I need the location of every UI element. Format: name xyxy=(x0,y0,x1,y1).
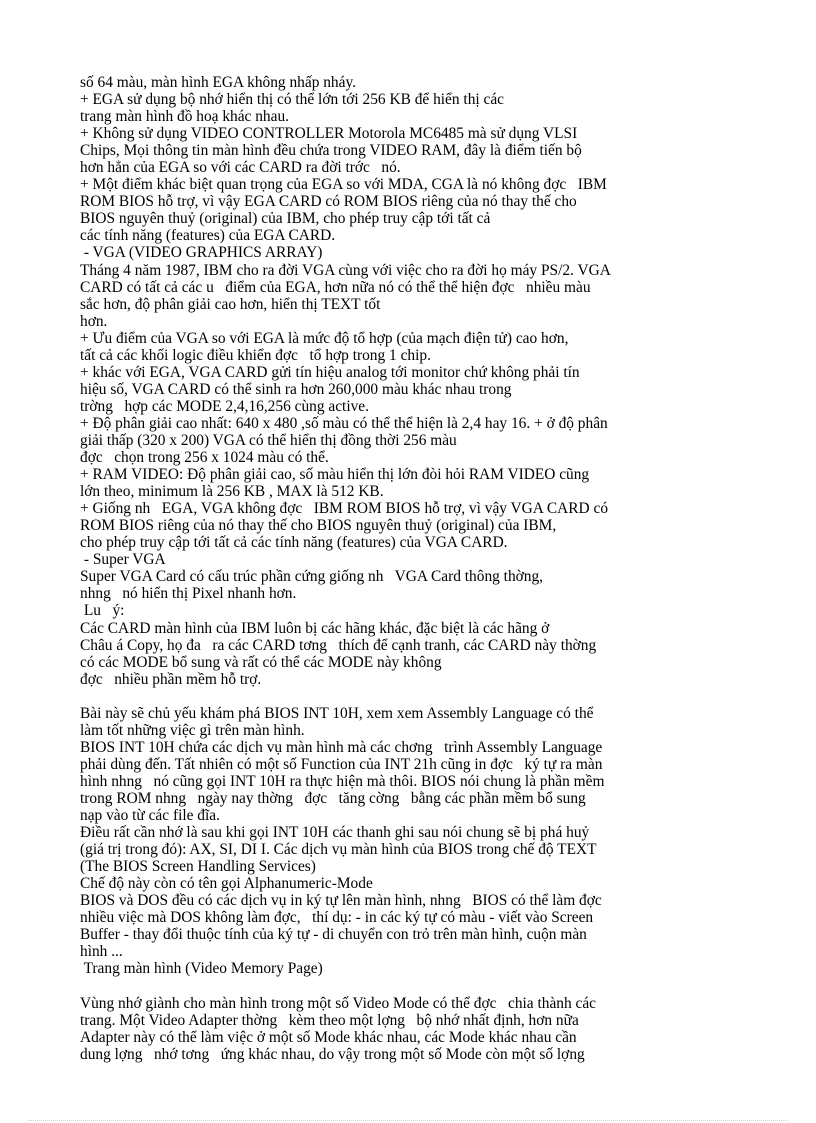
text-line: số 64 màu, màn hình EGA không nhấp nháy. xyxy=(80,74,357,91)
text-line: hơn hẳn của EGA so với các CARD ra đời trớc nó. xyxy=(80,159,401,177)
text-line: hình nhng nó cũng gọi INT 10H ra thực hiện mà thôi. BIOS nói chung là phần mềm xyxy=(80,772,605,790)
text-line: Super VGA Card có cấu trúc phần cứng giống nh VGA Card thông thờng, xyxy=(80,568,544,586)
text-line: phải dùng đến. Tất nhiên có một số Function của INT 21h cũng in đợc ký tự ra màn xyxy=(80,755,603,773)
text-line: có các MODE bổ sung và rất có thể các MODE này không xyxy=(80,653,442,671)
blank-line xyxy=(80,977,760,994)
text-line: lớn theo, minimum là 256 KB , MAX là 512 KB. xyxy=(80,483,384,501)
text-line: Tháng 4 năm 1987, IBM cho ra đời VGA cùng với việc cho ra đời họ máy PS/2. VGA xyxy=(80,261,611,279)
text-line: nhiều việc mà DOS không làm đợc, thí dụ: - in các ký tự có màu - viết vào Screen xyxy=(80,909,594,927)
text-line: (giá trị trong đó): AX, SI, DI I. Các dịch vụ màn hình của BIOS trong chế độ TEXT xyxy=(80,841,597,859)
text-line: trong ROM nhng ngày nay thờng đợc tăng cờng bằng các phần mềm bổ sung xyxy=(80,789,586,807)
text-line: Chips, Mọi thông tin màn hình đều chứa trong VIDEO RAM, đây là điểm tiến bộ xyxy=(80,142,582,160)
text-line: Chế độ này còn có tên gọi Alphanumeric-Mode xyxy=(80,875,373,893)
blank-line xyxy=(80,688,760,705)
text-line: + Không sử dụng VIDEO CONTROLLER Motorola MC6485 mà sử dụng VLSI xyxy=(80,125,578,143)
text-line: hơn. xyxy=(80,312,108,330)
page-bottom-rule xyxy=(28,1120,788,1121)
body-text xyxy=(80,74,760,1063)
text-line: - Super VGA xyxy=(80,551,166,569)
text-line: nhng nó hiển thị Pixel nhanh hơn. xyxy=(80,585,297,603)
text-line: Bài này sẽ chủ yếu khám phá BIOS INT 10H, xem xem Assembly Language có thể xyxy=(80,704,594,722)
text-line: đợc nhiều phần mềm hỗ trợ. xyxy=(80,670,262,688)
text-line: Buffer - thay đổi thuộc tính của ký tự - di chuyển con trỏ trên màn hình, cuộn màn xyxy=(80,926,587,944)
text-line: làm tốt những việc gì trên màn hình. xyxy=(80,721,305,739)
text-line: + Độ phân giải cao nhất: 640 x 480 ,số màu có thể thể hiện là 2,4 hay 16. + ở độ phân xyxy=(80,414,608,432)
text-line: Vùng nhớ giành cho màn hình trong một số Video Mode có thể đợc chia thành các xyxy=(80,994,597,1012)
text-line: + khác với EGA, VGA CARD gửi tín hiệu analog tới monitor chứ không phải tín xyxy=(80,363,580,381)
text-line: CARD có tất cả các u điểm của EGA, hơn nữa nó có thể thể hiện đợc nhiều màu xyxy=(80,278,591,296)
text-line: trờng hợp các MODE 2,4,16,256 cùng active. xyxy=(80,397,369,415)
text-line: (The BIOS Screen Handling Services) xyxy=(80,858,316,876)
text-line: Các CARD màn hình của IBM luôn bị các hãng khác, đặc biệt là các hãng ở xyxy=(80,619,550,637)
text-line: trang. Một Video Adapter thờng kèm theo một lợng bộ nhớ nhất định, hơn nữa xyxy=(80,1011,579,1029)
text-line: hình ... xyxy=(80,943,123,961)
text-line: BIOS nguyên thuỷ (original) của IBM, cho phép truy cập tới tất cả xyxy=(80,210,491,228)
text-line: nạp vào từ các file đĩa. xyxy=(80,807,220,825)
text-line: + Giống nh EGA, VGA không đợc IBM ROM BIOS hỗ trợ, vì vậy VGA CARD có xyxy=(80,500,609,518)
text-line: + RAM VIDEO: Độ phân giải cao, số màu hiển thị lớn đòi hỏi RAM VIDEO cũng xyxy=(80,466,590,484)
text-line: BIOS và DOS đều có các dịch vụ in ký tự lên màn hình, nhng BIOS có thể làm đợc xyxy=(80,892,602,910)
text-line: hiệu số, VGA CARD có thể sinh ra hơn 260,000 màu khác nhau trong xyxy=(80,380,512,398)
text-line: ROM BIOS riêng của nó thay thế cho BIOS nguyên thuỷ (original) của IBM, xyxy=(80,517,557,535)
text-line: - VGA (VIDEO GRAPHICS ARRAY) xyxy=(80,244,323,262)
text-line: + Một điểm khác biệt quan trọng của EGA so với MDA, CGA là nó không đợc IBM xyxy=(80,176,607,194)
text-line: + EGA sử dụng bộ nhớ hiển thị có thể lớn tới 256 KB để hiển thị các xyxy=(80,91,505,109)
text-line: dung lợng nhớ tơng ứng khác nhau, do vậy trong một số Mode còn một số lợng xyxy=(80,1045,585,1063)
text-line: cho phép truy cập tới tất cả các tính năng (features) của VGA CARD. xyxy=(80,534,508,552)
text-line: + Ưu điểm của VGA so với EGA là mức độ tổ hợp (của mạch điện tử) cao hơn, xyxy=(80,329,569,347)
text-line: trang màn hình đồ hoạ khác nhau. xyxy=(80,108,289,126)
text-line: Điều rất cần nhớ là sau khi gọi INT 10H các thanh ghi sau nói chung sẽ bị phá huỷ xyxy=(80,824,590,842)
text-line: Adapter này có thể làm việc ở một số Mode khác nhau, các Mode khác nhau cần xyxy=(80,1028,577,1046)
text-line: Châu á Copy, họ đa ra các CARD tơng thích để cạnh tranh, các CARD này thờng xyxy=(80,636,597,654)
text-line: các tính năng (features) của EGA CARD. xyxy=(80,227,336,245)
text-line: ROM BIOS hỗ trợ, vì vậy EGA CARD có ROM BIOS riêng của nó thay thế cho xyxy=(80,193,577,211)
text-line: Lu ý: xyxy=(80,602,125,620)
text-line: BIOS INT 10H chứa các dịch vụ màn hình mà các chơng trình Assembly Language xyxy=(80,738,603,756)
text-line: giải thấp (320 x 200) VGA có thể hiển thị đồng thời 256 màu xyxy=(80,431,457,449)
text-line: đợc chọn trong 256 x 1024 màu có thể. xyxy=(80,449,329,467)
text-line: Trang màn hình (Video Memory Page) xyxy=(80,960,323,978)
text-line: sắc hơn, độ phân giải cao hơn, hiển thị TEXT tốt xyxy=(80,295,381,313)
text-line: tất cả các khối logic điều khiển đợc tổ hợp trong 1 chip. xyxy=(80,346,431,364)
